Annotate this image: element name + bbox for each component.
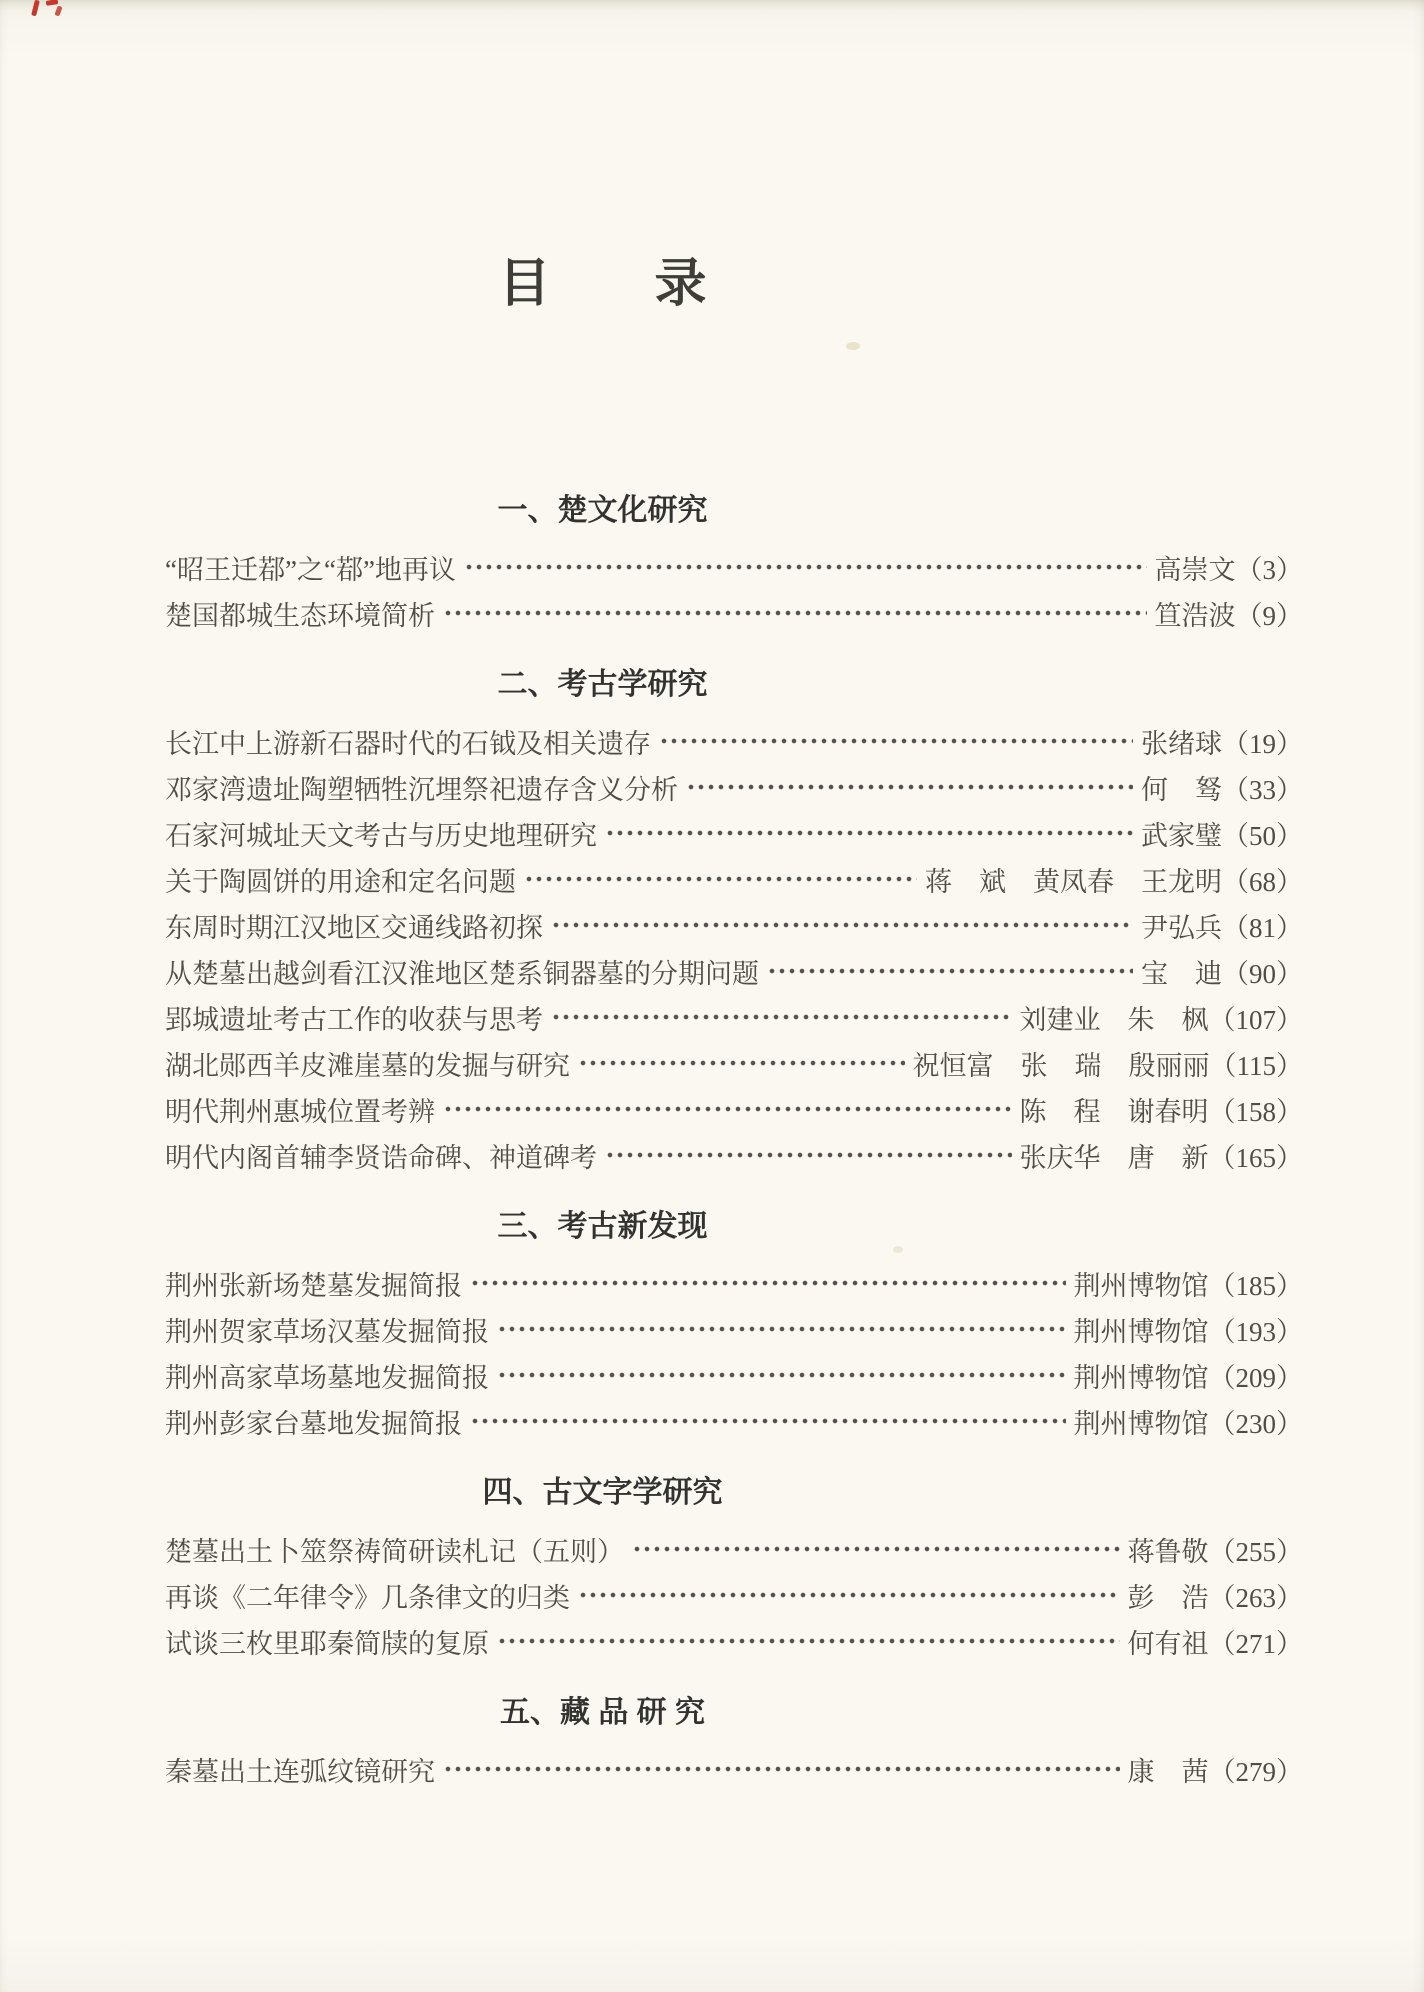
entry-authors: 陈 程 谢春明 [1019, 1096, 1209, 1127]
dot-leader [468, 1260, 1066, 1306]
toc-section [165, 492, 1303, 636]
entry-page: （209） [1208, 1362, 1303, 1393]
toc-content [165, 0, 1303, 1792]
toc-section [165, 666, 1303, 1178]
section-heading: 一、楚文化研究 [497, 494, 708, 527]
dot-leader [462, 544, 1147, 590]
entry-page: （115） [1209, 1050, 1303, 1081]
section-entries [165, 1746, 1303, 1792]
toc-entry [165, 902, 1303, 948]
section-heading: 四、古文字学研究 [482, 1476, 723, 1509]
toc-entry [165, 948, 1303, 994]
entry-title: 荆州彭家台墓地发掘简报 [165, 1408, 462, 1439]
entry-page: （185） [1208, 1270, 1303, 1301]
entry-reference [1020, 998, 1304, 1037]
entry-authors: 张庆华 唐 新 [1019, 1142, 1209, 1173]
section-entries [165, 718, 1303, 1178]
dot-leader [549, 994, 1012, 1040]
title-block [165, 0, 1040, 316]
entry-authors: 祝恒富 张 瑞 殷丽丽 [912, 1050, 1210, 1081]
entry-title: 楚国都城生态环境简析 [165, 600, 435, 631]
dot-leader [657, 718, 1133, 764]
toc-entry [165, 1040, 1303, 1086]
entry-page: （158） [1208, 1096, 1303, 1127]
section-entries [165, 1260, 1303, 1444]
entry-page: （193） [1208, 1316, 1303, 1347]
section-heading: 五、藏 品 研 究 [499, 1696, 705, 1729]
entry-reference [1141, 952, 1303, 991]
toc-entry [165, 1746, 1303, 1792]
toc-section [165, 1694, 1303, 1792]
entry-authors: 荆州博物馆 [1073, 1316, 1209, 1347]
section-heading: 二、考古学研究 [497, 668, 708, 701]
entry-authors: 高崇文 [1154, 554, 1236, 585]
entry-page: （68） [1222, 866, 1303, 897]
entry-reference [1141, 814, 1303, 853]
scan-artifact-red-mark [54, 5, 62, 16]
entry-title: 试谈三枚里耶秦简牍的复原 [165, 1628, 489, 1659]
toc-entry [165, 764, 1303, 810]
toc-entry [165, 810, 1303, 856]
dot-leader [441, 1086, 1012, 1132]
dot-leader [441, 1746, 1120, 1792]
scan-artifact-red-mark [46, 0, 59, 6]
entry-authors: 荆州博物馆 [1073, 1362, 1209, 1393]
entry-title: “昭王迁鄀”之“鄀”地再议 [165, 554, 456, 585]
toc-section [165, 1474, 1303, 1664]
dot-leader [495, 1352, 1066, 1398]
entry-authors: 康 茜 [1127, 1756, 1209, 1787]
entry-authors: 笪浩波 [1154, 600, 1236, 631]
entry-authors: 何 驽 [1141, 774, 1222, 805]
dot-leader [495, 1306, 1066, 1352]
dot-leader [630, 1526, 1120, 1572]
entry-reference [1155, 594, 1304, 633]
entry-reference [925, 860, 1303, 899]
section-heading-block [165, 492, 1040, 530]
section-heading-block [165, 666, 1040, 704]
entry-page: （263） [1208, 1582, 1303, 1613]
entry-authors: 彭 浩 [1127, 1582, 1209, 1613]
toc-entry [165, 1352, 1303, 1398]
entry-page: （90） [1222, 958, 1303, 989]
section-heading-block [165, 1474, 1040, 1512]
dot-leader [441, 590, 1147, 636]
entry-title: 秦墓出土连弧纹镜研究 [165, 1756, 435, 1787]
entry-reference [913, 1044, 1304, 1083]
entry-page: （255） [1208, 1536, 1303, 1567]
page-title: 目 录 [498, 256, 707, 313]
dot-leader [468, 1398, 1066, 1444]
entry-page: （3） [1235, 554, 1303, 585]
entry-reference [1128, 1576, 1304, 1615]
entry-title: 郢城遗址考古工作的收获与思考 [165, 1004, 543, 1035]
entry-reference [1128, 1530, 1304, 1569]
entry-reference [1141, 906, 1303, 945]
entry-page: （165） [1208, 1142, 1303, 1173]
entry-page: （279） [1208, 1756, 1303, 1787]
entry-authors: 武家璧 [1141, 820, 1222, 851]
entry-authors: 刘建业 朱 枫 [1019, 1004, 1209, 1035]
dot-leader [576, 1572, 1120, 1618]
entry-reference [1020, 1090, 1304, 1129]
entry-title: 荆州贺家草场汉墓发掘简报 [165, 1316, 489, 1347]
entry-authors: 何有祖 [1127, 1628, 1209, 1659]
entry-authors: 荆州博物馆 [1073, 1408, 1209, 1439]
dot-leader [603, 1132, 1012, 1178]
toc-entry [165, 1306, 1303, 1352]
entry-title: 明代荆州惠城位置考辨 [165, 1096, 435, 1127]
entry-reference [1128, 1750, 1304, 1789]
toc-section [165, 1208, 1303, 1444]
entry-authors: 荆州博物馆 [1073, 1270, 1209, 1301]
dot-leader [603, 810, 1133, 856]
dot-leader [576, 1040, 905, 1086]
dot-leader [495, 1618, 1120, 1664]
entry-page: （107） [1208, 1004, 1303, 1035]
entry-reference [1155, 548, 1304, 587]
entry-authors: 张绪球 [1141, 728, 1222, 759]
section-heading-block [165, 1694, 1040, 1732]
entry-reference [1020, 1136, 1304, 1175]
toc-entry [165, 1398, 1303, 1444]
dot-leader [549, 902, 1133, 948]
toc-entry [165, 1572, 1303, 1618]
entry-authors: 蒋鲁敬 [1127, 1536, 1209, 1567]
entry-title: 长江中上游新石器时代的石钺及相关遗存 [165, 728, 651, 759]
toc-entry [165, 1526, 1303, 1572]
entry-page: （230） [1208, 1408, 1303, 1439]
section-heading-block [165, 1208, 1040, 1246]
section-entries [165, 1526, 1303, 1664]
entry-title: 从楚墓出越剑看江汉淮地区楚系铜器墓的分期问题 [165, 958, 759, 989]
dot-leader [765, 948, 1133, 994]
entry-title: 荆州张新场楚墓发掘简报 [165, 1270, 462, 1301]
entry-title: 明代内阁首辅李贤诰命碑、神道碑考 [165, 1142, 597, 1173]
entry-title: 湖北郧西羊皮滩崖墓的发掘与研究 [165, 1050, 570, 1081]
entry-reference [1141, 768, 1303, 807]
entry-page: （9） [1235, 600, 1303, 631]
toc-sections [165, 492, 1303, 1792]
entry-authors: 尹弘兵 [1141, 912, 1222, 943]
toc-entry [165, 1618, 1303, 1664]
entry-reference [1074, 1356, 1304, 1395]
section-heading: 三、考古新发现 [497, 1210, 708, 1243]
toc-entry [165, 856, 1303, 902]
entry-reference [1074, 1402, 1304, 1441]
entry-page: （271） [1208, 1628, 1303, 1659]
entry-title: 邓家湾遗址陶塑牺牲沉埋祭祀遗存含义分析 [165, 774, 678, 805]
section-entries [165, 544, 1303, 636]
entry-reference [1074, 1310, 1304, 1349]
entry-page: （33） [1222, 774, 1303, 805]
entry-authors: 宝 迪 [1141, 958, 1222, 989]
toc-entry [165, 1132, 1303, 1178]
entry-page: （50） [1222, 820, 1303, 851]
entry-title: 荆州高家草场墓地发掘简报 [165, 1362, 489, 1393]
toc-entry [165, 994, 1303, 1040]
entry-title: 石家河城址天文考古与历史地理研究 [165, 820, 597, 851]
entry-reference [1141, 722, 1303, 761]
entry-title: 关于陶圆饼的用途和定名问题 [165, 866, 516, 897]
dot-leader [684, 764, 1133, 810]
entry-title: 再谈《二年律令》几条律文的归类 [165, 1582, 570, 1613]
toc-entry [165, 590, 1303, 636]
entry-title: 东周时期江汉地区交通线路初探 [165, 912, 543, 943]
toc-entry [165, 544, 1303, 590]
toc-entry [165, 1260, 1303, 1306]
scan-artifact-red-mark [31, 0, 40, 16]
entry-page: （81） [1222, 912, 1303, 943]
entry-page: （19） [1222, 728, 1303, 759]
dot-leader [522, 856, 917, 902]
toc-entry [165, 1086, 1303, 1132]
entry-reference [1074, 1264, 1304, 1303]
entry-title: 楚墓出土卜筮祭祷简研读札记（五则） [165, 1536, 624, 1567]
toc-entry [165, 718, 1303, 764]
entry-authors: 蒋 斌 黄凤春 王龙明 [925, 866, 1222, 897]
entry-reference [1128, 1622, 1304, 1661]
